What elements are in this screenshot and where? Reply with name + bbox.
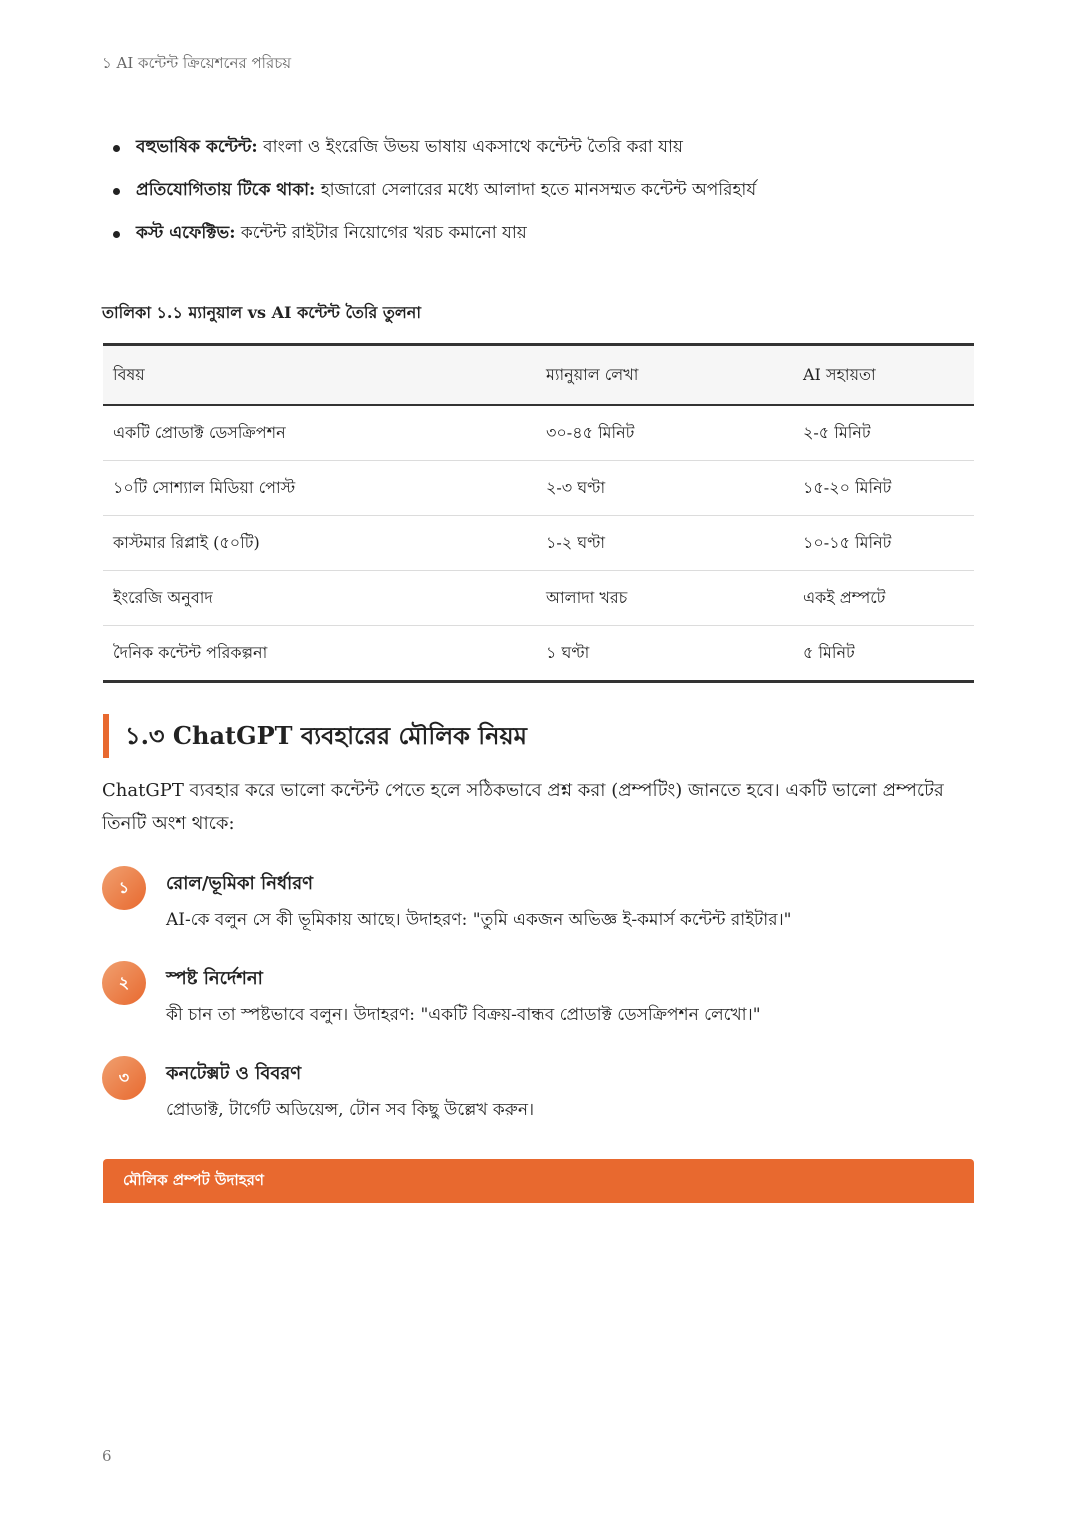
list-item	[102, 222, 982, 244]
bullet-dot-icon	[113, 231, 120, 238]
table-header-row	[103, 345, 974, 406]
table-cell: ১০-১৫ মিনিট	[793, 516, 974, 571]
table-cell: আলাদা খরচ	[536, 571, 793, 626]
step-number-badge: ১	[102, 866, 146, 910]
running-head: ১ AI কন্টেন্ট ক্রিয়েশনের পরিচয়	[102, 54, 292, 72]
section-heading: ১.৩ ChatGPT ব্যবহারের মৌলিক নিয়ম	[103, 714, 527, 758]
step-item	[102, 864, 976, 959]
step-description: কী চান তা স্পষ্টভাবে বলুন। উদাহরণ: "একটি বিক্রয়-বান্ধব প্রোডাক্ট ডেসক্রিপশন লেখো।"	[166, 1005, 761, 1025]
page-number: 6	[102, 1447, 112, 1465]
table-cell: ১৫-২০ মিনিট	[793, 461, 974, 516]
list-item	[102, 179, 982, 201]
bullet-text: হাজারো সেলারের মধ্যে আলাদা হতে মানসম্মত কন্টেন্ট অপরিহার্য	[315, 180, 757, 200]
bullet-term: প্রতিযোগিতায় টিকে থাকা:	[136, 180, 316, 200]
column-header: AI সহায়তা	[793, 345, 974, 406]
table-cell: দৈনিক কন্টেন্ট পরিকল্পনা	[113, 642, 268, 662]
table-cell: কাস্টমার রিপ্লাই (৫০টি)	[103, 516, 536, 571]
table-caption: তালিকা ১.১ ম্যানুয়াল vs AI কন্টেন্ট তৈরি তুলনা	[102, 303, 421, 322]
step-title: কনটেক্সট ও বিবরণ	[166, 1063, 302, 1084]
step-title: রোল/ভূমিকা নির্ধারণ	[166, 873, 314, 894]
table-cell: ১০টি সোশ্যাল মিডিয়া পোস্ট	[103, 461, 536, 516]
step-description: AI-কে বলুন সে কী ভূমিকায় আছে। উদাহরণ: "তুমি একজন অভিজ্ঞ ই-কমার্স কন্টেন্ট রাইটার।"	[166, 910, 792, 930]
table-cell: ইংরেজি অনুবাদ	[103, 571, 536, 626]
step-item	[102, 959, 976, 1054]
bullet-text: বাংলা ও ইংরেজি উভয় ভাষায় একসাথে কন্টেন্ট তৈরি করা যায়	[257, 137, 683, 157]
table-cell: ১ ঘণ্টা	[546, 642, 590, 662]
table-cell: একই প্রম্পটে	[793, 571, 974, 626]
bullet-text: কন্টেন্ট রাইটার নিয়োগের খরচ কমানো যায়	[235, 223, 527, 243]
section-intro: ChatGPT ব্যবহার করে ভালো কন্টেন্ট পেতে হলে সঠিকভাবে প্রশ্ন করা (প্রম্পটিং) জানতে হবে। একটি ভালো প্রম্পটের তিনটি অংশ থাকে:	[102, 780, 944, 834]
step-number-badge: ৩	[102, 1056, 146, 1100]
table-cell: ২-৫ মিনিট	[793, 405, 974, 461]
comparison-table	[103, 343, 974, 683]
table-row	[103, 571, 974, 626]
table-row	[103, 405, 974, 461]
table-cell: ১-২ ঘণ্টা	[536, 516, 793, 571]
table-row	[103, 626, 974, 682]
bullet-dot-icon	[113, 145, 120, 152]
bullet-term: বহুভাষিক কন্টেন্ট:	[136, 137, 258, 157]
example-box-header: মৌলিক প্রম্পট উদাহরণ	[103, 1159, 974, 1203]
prompt-steps	[102, 864, 976, 1149]
table-cell: ৩০-৪৫ মিনিট	[536, 405, 793, 461]
table-row	[103, 461, 974, 516]
table-row	[103, 516, 974, 571]
table-cell: একটি প্রোডাক্ট ডেসক্রিপশন	[103, 405, 536, 461]
bullet-term: কস্ট এফেক্টিভ:	[136, 223, 236, 243]
step-description: প্রোডাক্ট, টার্গেট অডিয়েন্স, টোন সব কিছু উল্লেখ করুন।	[166, 1100, 535, 1120]
column-header: ম্যানুয়াল লেখা	[536, 345, 793, 406]
bullet-dot-icon	[113, 188, 120, 195]
column-header: বিষয়	[103, 345, 536, 406]
list-item	[102, 136, 982, 158]
step-item	[102, 1054, 976, 1149]
step-number-badge: ২	[102, 961, 146, 1005]
table-cell: ৫ মিনিট	[803, 642, 855, 662]
benefit-list	[102, 136, 982, 265]
table-cell: ২-৩ ঘণ্টা	[536, 461, 793, 516]
step-title: স্পষ্ট নির্দেশনা	[166, 968, 263, 989]
